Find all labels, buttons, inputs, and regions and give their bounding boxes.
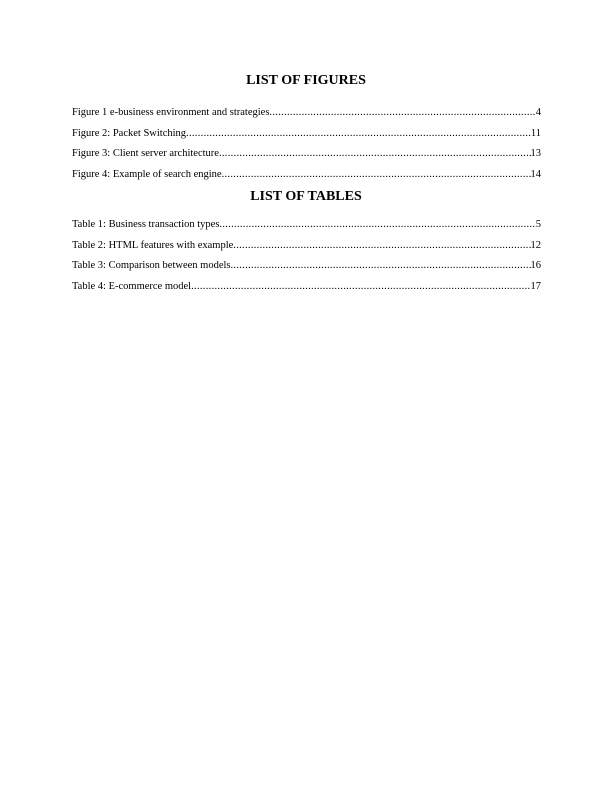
figure-entry-label: Figure 2: Packet Switching xyxy=(72,127,187,139)
figure-entry-label: Figure 4: Example of search engine xyxy=(72,168,222,180)
dot-leader xyxy=(186,127,531,141)
list-of-tables-heading: LIST OF TABLES xyxy=(250,189,362,204)
table-entry-label: Table 2: HTML features with example xyxy=(72,239,234,251)
table-entry-page: 12 xyxy=(530,239,541,251)
figure-entry-label: Figure 1 e-business environment and strategies xyxy=(72,107,270,118)
table-entry[interactable] xyxy=(72,259,541,280)
figure-entry-label: Figure 3: Client server architecture xyxy=(72,148,219,159)
figure-entry-page: 11 xyxy=(530,127,541,139)
list-of-tables xyxy=(72,218,541,300)
figure-entry[interactable] xyxy=(72,147,541,168)
list-of-figures-heading: LIST OF FIGURES xyxy=(246,73,366,88)
dot-leader xyxy=(219,147,531,161)
table-entry[interactable] xyxy=(72,280,541,301)
dot-leader xyxy=(230,259,530,273)
table-entry-page: 16 xyxy=(530,260,541,271)
table-entry-label: Table 3: Comparison between models xyxy=(72,260,231,271)
list-of-figures xyxy=(72,106,541,188)
table-entry[interactable] xyxy=(72,218,541,239)
dot-leader xyxy=(269,106,535,120)
dot-leader xyxy=(222,168,531,182)
table-entry[interactable] xyxy=(72,239,541,260)
figure-entry[interactable] xyxy=(72,168,541,189)
figure-entry[interactable] xyxy=(72,106,541,127)
table-entry-label: Table 4: E-commerce model xyxy=(72,280,192,292)
figure-entry-page: 13 xyxy=(530,148,541,159)
dot-leader xyxy=(191,280,530,294)
table-entry-label: Table 1: Business transaction types xyxy=(72,219,220,230)
table-entry-page: 5 xyxy=(535,219,541,230)
figure-entry-page: 4 xyxy=(535,107,541,118)
table-entry-page: 17 xyxy=(530,280,541,292)
dot-leader xyxy=(219,218,535,232)
figure-entry-page: 14 xyxy=(530,168,541,180)
dot-leader xyxy=(233,239,530,253)
figure-entry[interactable] xyxy=(72,127,541,148)
